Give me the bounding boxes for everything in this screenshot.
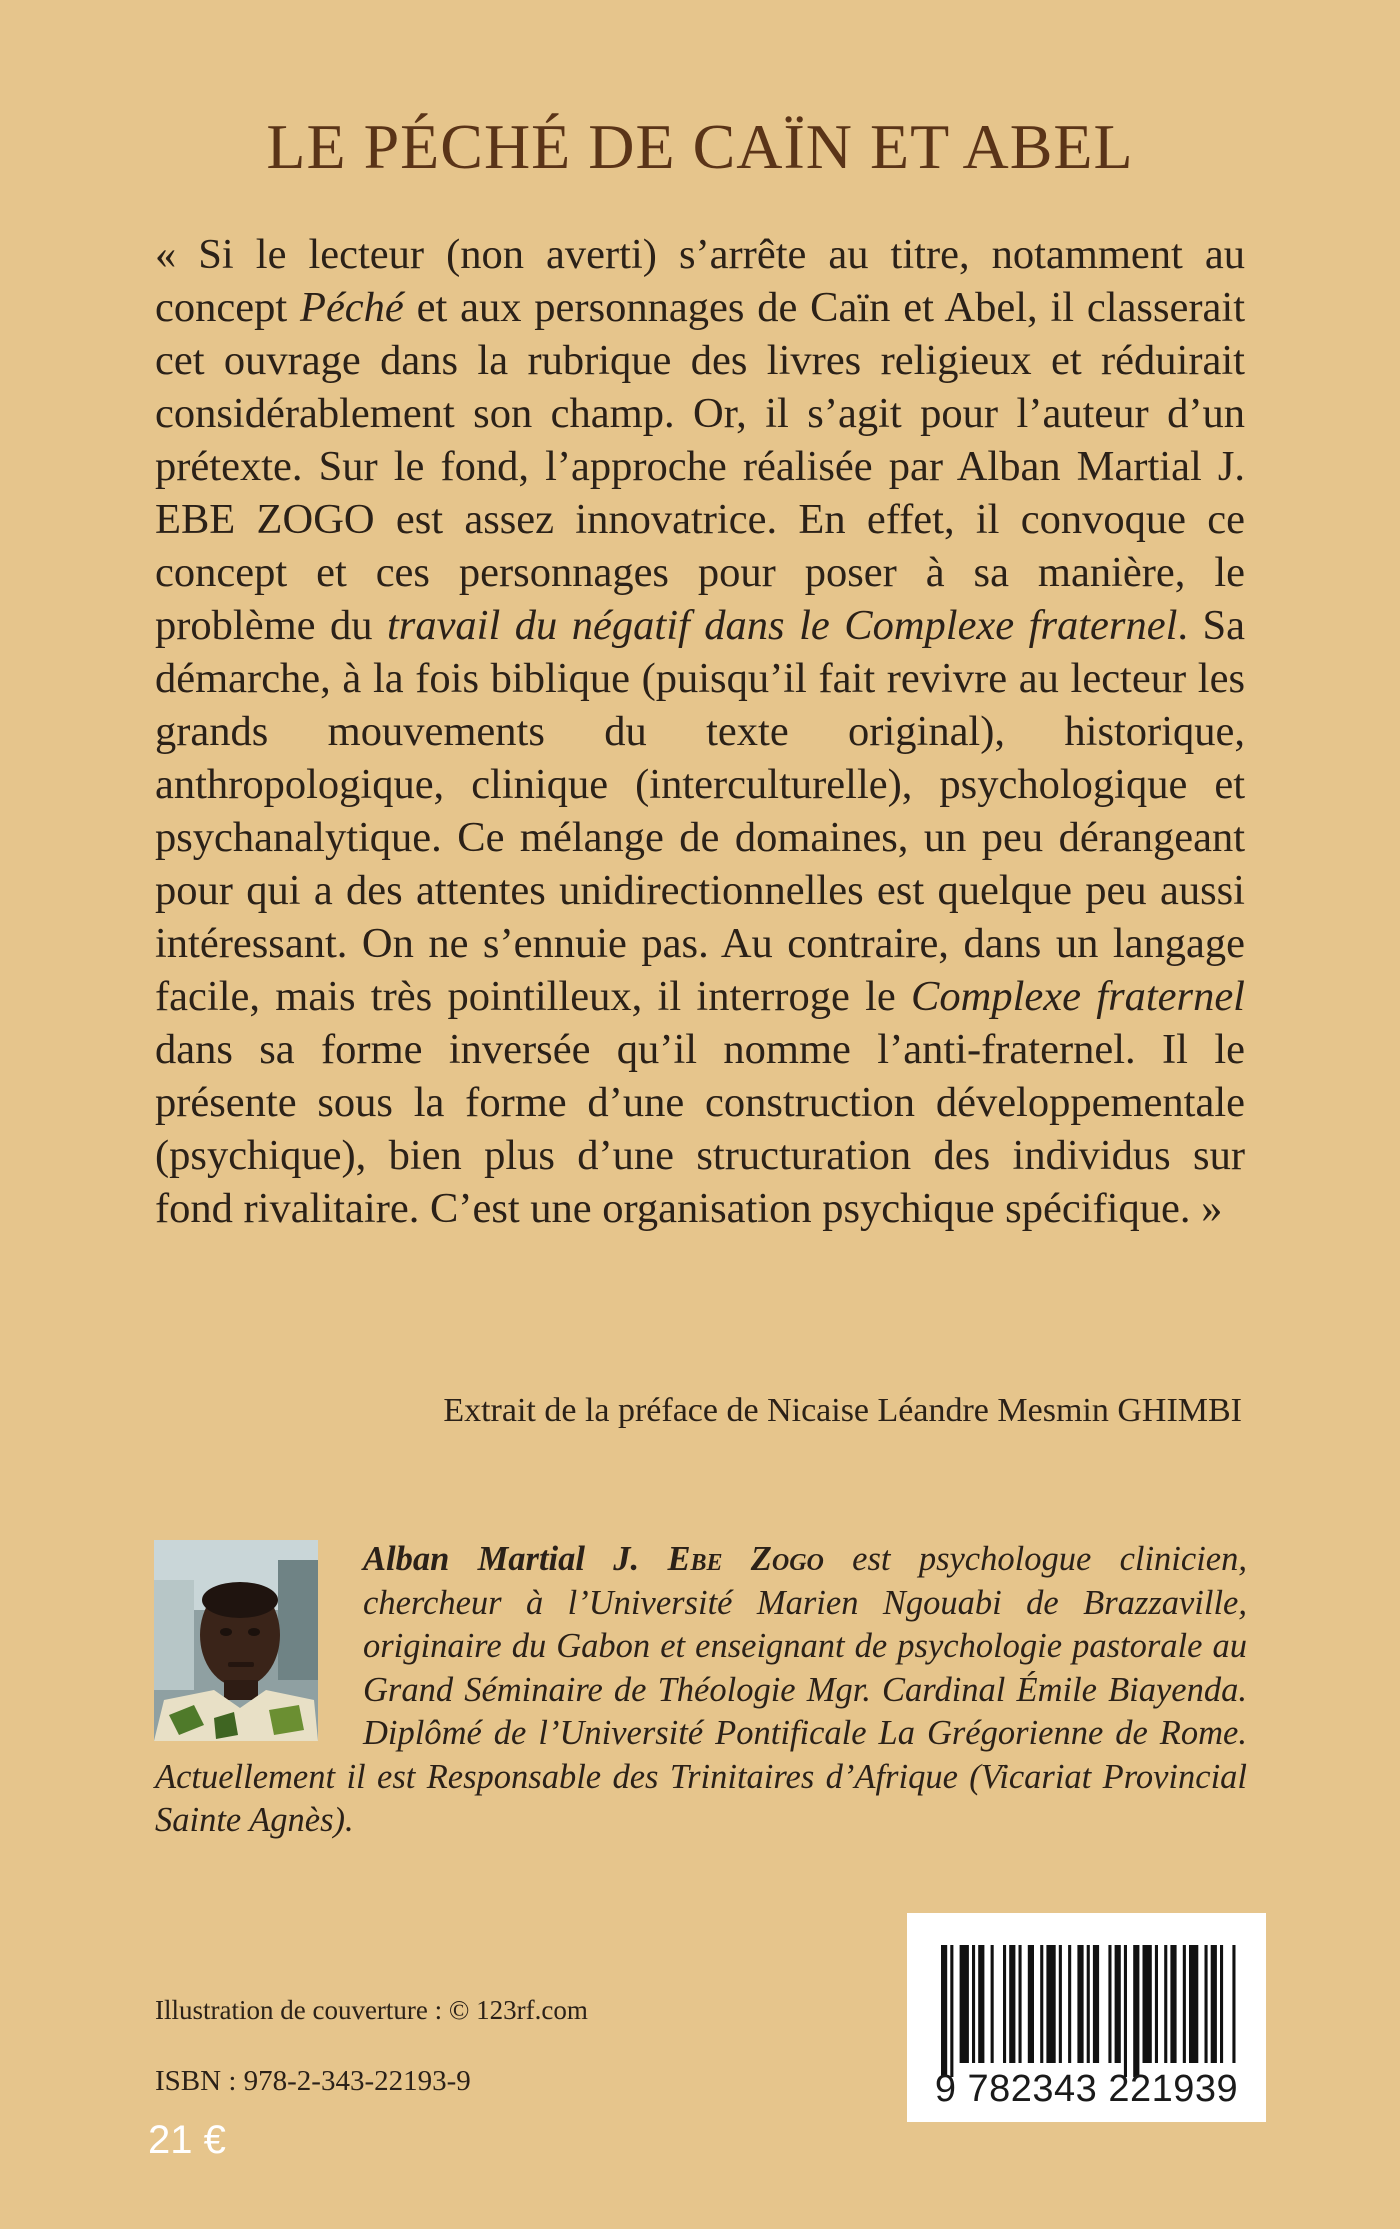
- barcode-bar: [941, 1945, 947, 2077]
- illustration-credit: Illustration de couverture : © 123rf.com: [155, 1995, 588, 2025]
- barcode-bar: [960, 1945, 969, 2063]
- price: 21 €: [148, 2118, 226, 2162]
- barcode-bar: [1143, 1945, 1152, 2063]
- barcode-bar: [1003, 1945, 1006, 2063]
- blurb-text: « Si le lecteur (non averti) s’arrête au titre, notamment au concept: [155, 231, 1245, 331]
- book-title: LE PÉCHÉ DE CAÏN ET ABEL: [266, 111, 1134, 182]
- blurb-paragraph: [155, 228, 1245, 1235]
- barcode-bar: [1164, 1945, 1167, 2063]
- barcode-bar: [1183, 1945, 1186, 2063]
- barcode-bar: [1189, 1945, 1198, 2063]
- barcode-bar: [1220, 1945, 1223, 2063]
- barcode-bar: [1205, 1945, 1208, 2063]
- barcode-bar: [1087, 1945, 1090, 2063]
- photo-spacer: [155, 1538, 363, 1748]
- barcode-bar: [1028, 1945, 1034, 2063]
- barcode-bar: [1170, 1945, 1176, 2063]
- isbn: ISBN : 978-2-343-22193-9: [155, 2065, 471, 2097]
- bio-text: est psychologue clinicien, chercheur à l’Université Marien Ngouabi de Brazzaville, originaire du Gabon et enseignant de psychologie pastorale au Grand Séminaire de Théologie Mgr. Cardinal Émile Biayenda. Diplômé de l’Université Pontificale La Grégorienne de Rome. Actuellement il est Responsable des Trinitaires d’Afrique (Vicariat Provincial Sainte Agnès).: [155, 1540, 1247, 1839]
- author-surname: Ebe Zogo: [667, 1540, 824, 1578]
- barcode-bar: [1059, 1945, 1062, 2063]
- author-name: Alban Martial J.: [363, 1540, 668, 1578]
- preface-source: Extrait de la préface de Nicaise Léandre Mesmin GHIMBI: [443, 1392, 1242, 1429]
- barcode-bar: [1040, 1945, 1043, 2063]
- barcode-bar: [1093, 1945, 1099, 2063]
- barcode-bar: [1211, 1945, 1217, 2063]
- barcode-bar: [1232, 1945, 1235, 2063]
- barcode-bar: [1108, 1945, 1111, 2063]
- author-bio: [155, 1538, 1247, 1843]
- blurb-text: dans sa forme inversée qu’il nomme l’anti-fraternel. Il le présente sous la forme d’une construction développementale (psychique), bien plus d’une structuration des individus sur fond rivalitaire. C’est une organisation psychique spécifique. »: [155, 1026, 1245, 1232]
- blurb-italic: Péché: [299, 284, 404, 331]
- barcode-bar: [950, 1945, 953, 2077]
- blurb-text: et aux personnages de Caïn et Abel, il classerait cet ouvrage dans la rubrique des livres religieux et réduirait considérablement son champ. Or, il s’agit pour l’auteur d’un prétexte. Sur le fond, l’approche réalisée par Alban Martial J. EBE ZOGO est assez innovatrice. En effet, il convoque ce concept et ces personnages pour poser à sa manière, le problème du: [155, 284, 1246, 649]
- barcode-bar: [1124, 1945, 1127, 2077]
- blurb-italic: travail du négatif dans le Complexe fraternel: [386, 602, 1178, 649]
- barcode-bar: [1009, 1945, 1015, 2063]
- barcode-bar: [1155, 1945, 1158, 2063]
- blurb-text: . Sa démarche, à la fois biblique (puisqu’il fait revivre au lecteur les grands mouvements du texte original), historique, anthropologique, clinique (interculturelle), psychologique et psychanalytique. Ce mélange de domaines, un peu dérangeant pour qui a des attentes unidirectionnelles est quelque peu aussi intéressant. On ne s’ennuie pas. Au contraire, dans un langage facile, mais très pointilleux, il interroge le: [155, 602, 1246, 1020]
- barcode-bar: [978, 1945, 984, 2063]
- barcode-bar: [991, 1945, 994, 2063]
- barcode-bar: [1133, 1945, 1139, 2077]
- barcode: [907, 1913, 1266, 2122]
- barcode-bar: [972, 1945, 975, 2063]
- barcode-bar: [1046, 1945, 1055, 2063]
- barcode-bar: [1019, 1945, 1022, 2063]
- barcode-number: 9 782343 221939: [934, 2068, 1239, 2110]
- blurb-italic: Complexe fraternel: [911, 973, 1245, 1020]
- barcode-bar: [1077, 1945, 1083, 2063]
- barcode-bar: [1068, 1945, 1071, 2063]
- barcode-bar: [1115, 1945, 1121, 2063]
